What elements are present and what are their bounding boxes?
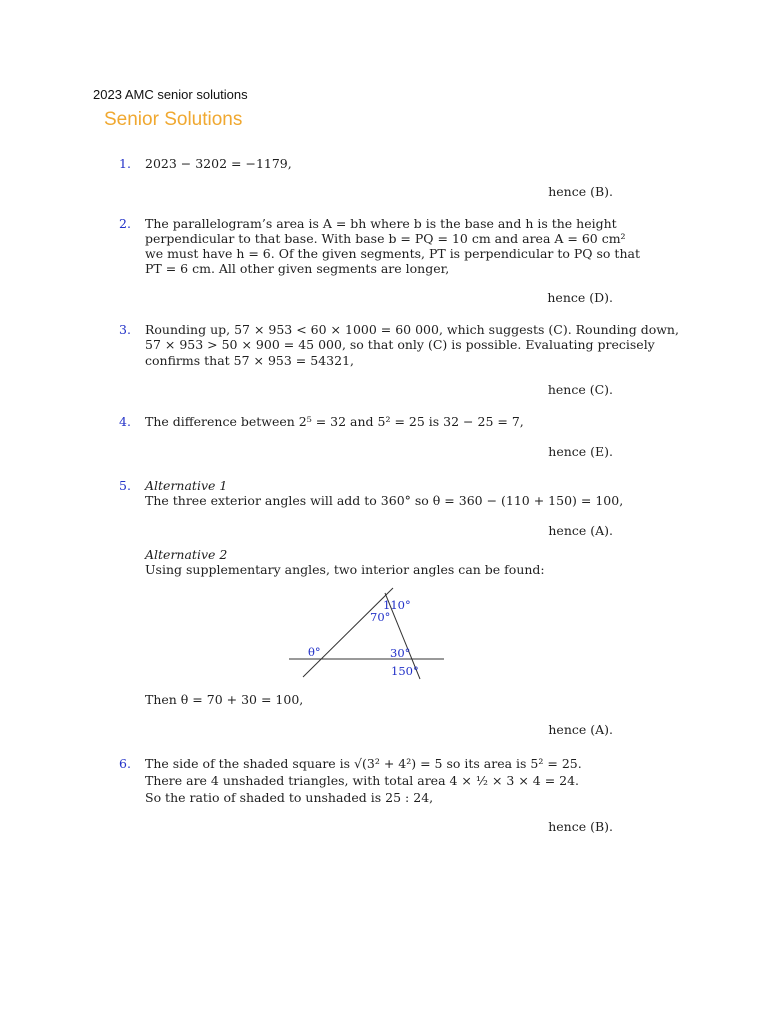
alternative-2-heading: Alternative 2: [145, 547, 228, 562]
solution-3-line: Rounding up, 57 × 953 < 60 × 1000 = 60 000, which suggests (C). Rounding down,: [145, 322, 679, 337]
section-title: Senior Solutions: [104, 109, 243, 130]
triangle-angle-diagram: [285, 585, 455, 685]
solution-4-answer: hence (E).: [548, 444, 613, 459]
solution-6-line: The side of the shaded square is √(3² + 4²) = 5 so its area is 5² = 25.: [145, 756, 582, 771]
solution-2-line: we must have h = 6. Of the given segments, PT is perpendicular to PQ so that: [145, 246, 640, 261]
alternative-2-answer: hence (A).: [548, 722, 613, 737]
alternative-2-line: Using supplementary angles, two interior angles can be found:: [145, 562, 545, 577]
solution-3-answer: hence (C).: [547, 382, 613, 397]
alternative-1-answer: hence (A).: [548, 523, 613, 538]
solution-6-line: So the ratio of shaded to unshaded is 25 : 24,: [145, 790, 434, 805]
solution-6-answer: hence (B).: [548, 819, 613, 834]
solution-1-line: 2023 − 3202 = −1179,: [145, 156, 292, 171]
alternative-2-conclusion: Then θ = 70 + 30 = 100,: [145, 692, 304, 707]
solution-1-number: 1.: [119, 156, 131, 171]
solution-4-line: The difference between 2⁵ = 32 and 5² = 25 is 32 − 25 = 7,: [145, 414, 524, 429]
angle-label-theta: θ°: [308, 645, 321, 659]
angle-label-70: 70°: [370, 610, 391, 624]
angle-label-30: 30°: [390, 646, 411, 660]
left-side-line: [303, 588, 393, 677]
solution-3-line: 57 × 953 > 50 × 900 = 45 000, so that only (C) is possible. Evaluating precisely: [145, 337, 655, 352]
solution-2-number: 2.: [119, 216, 131, 231]
alternative-1-line: The three exterior angles will add to 360° so θ = 360 − (110 + 150) = 100,: [145, 493, 624, 508]
angle-label-110: 110°: [383, 598, 411, 612]
alternative-1-heading: Alternative 1: [145, 478, 228, 493]
solution-6-line: There are 4 unshaded triangles, with total area 4 × ½ × 3 × 4 = 24.: [145, 773, 580, 788]
solution-1-answer: hence (B).: [548, 184, 613, 199]
solution-6-number: 6.: [119, 756, 131, 771]
solution-5-number: 5.: [119, 478, 131, 493]
document-header: 2023 AMC senior solutions: [93, 87, 248, 102]
solution-2-line: PT = 6 cm. All other given segments are longer,: [145, 261, 450, 276]
angle-label-150: 150°: [391, 664, 419, 678]
solution-2-line: The parallelogram’s area is A = bh where b is the base and h is the height: [145, 216, 617, 231]
solution-3-line: confirms that 57 × 953 = 54321,: [145, 353, 354, 368]
solution-3-number: 3.: [119, 322, 131, 337]
solution-4-number: 4.: [119, 414, 131, 429]
solution-2-answer: hence (D).: [547, 290, 613, 305]
solution-2-line: perpendicular to that base. With base b = PQ = 10 cm and area A = 60 cm²: [145, 231, 626, 246]
